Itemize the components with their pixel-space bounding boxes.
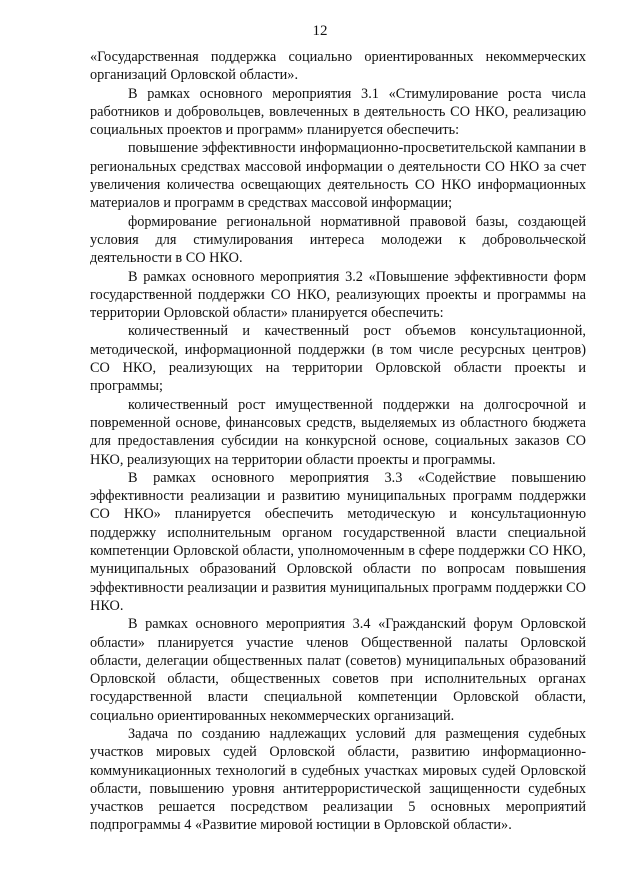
paragraph-measure-3-3: В рамках основного мероприятия 3.3 «Содействие повышению эффективности реализации и развитию муниципальных программ поддержки СО НКО» планируется обеспечить методическую и консультационную поддержку исполнительным органом государственной власти специальной компетенции Орловской области, уполномоченным в сфере поддержки СО НКО, муниципальных образований Орловской области по вопросам повышения эффективности реализации и развития муниципальных программ поддержки СО НКО. (90, 469, 586, 614)
page-number: 12 (312, 23, 328, 39)
paragraph-measure-3-1-intro: В рамках основного мероприятия 3.1 «Стимулирование роста числа работников и добровольцев, вовлеченных в деятельность СО НКО, реализацию социальных проектов и программ» планируется обеспечить: (90, 85, 586, 139)
paragraph-task-magistrate-courts: Задача по созданию надлежащих условий для размещения судебных участков мировых судей Орловской области, развитию информационно-коммуникационных технологий в судебных участках мировых судей Орловской области, повышению уровня антитеррористической защищенности судебных участков решается посредством реализации 5 основных мероприятий подпрограммы 4 «Развитие мировой юстиции в Орловской области». (90, 725, 586, 834)
document-body (90, 48, 586, 835)
paragraph-measure-3-2-item-2: количественный рост имущественной поддержки на долгосрочной и повременной основе, финансовых средств, выделяемых из областного бюджета для предоставления субсидии на конкурсной основе, социальных заказов СО НКО, реализующих на территории области проекты и программы. (90, 396, 586, 468)
paragraph-measure-3-2-item-1: количественный и качественный рост объемов консультационной, методической, информационной поддержки (в том числе ресурсных центров) СО НКО, реализующих на территории Орловской области проекты и программы; (90, 323, 586, 395)
paragraph-measure-3-4: В рамках основного мероприятия 3.4 «Гражданский форум Орловской области» планируется участие членов Общественной палаты Орловской области, делегации общественных палат (советов) муниципальных образований Орловской области, общественных советов при исполнительных органах государственной власти специальной компетенции Орловской области, социально ориентированных некоммерческих организаций. (90, 616, 586, 724)
paragraph-measure-3-1-item-1: повышение эффективности информационно-просветительской кампании в региональных средствах массовой информации о деятельности СО НКО за счет увеличения количества освещающих деятельность СО НКО информационных материалов и программ в средствах массовой информации; (90, 140, 586, 212)
paragraph-program-title-continuation: «Государственная поддержка социально ориентированных некоммерческих организаций Орловской области». (90, 49, 586, 84)
paragraph-measure-3-2-intro: В рамках основного мероприятия 3.2 «Повышение эффективности форм государственной поддержки СО НКО, реализующих проекты и программы на территории Орловской области» планируется обеспечить: (90, 268, 586, 322)
paragraph-measure-3-1-item-2: формирование региональной нормативной правовой базы, создающей условия для стимулирования интереса молодежи к добровольческой деятельности в СО НКО. (90, 213, 586, 267)
